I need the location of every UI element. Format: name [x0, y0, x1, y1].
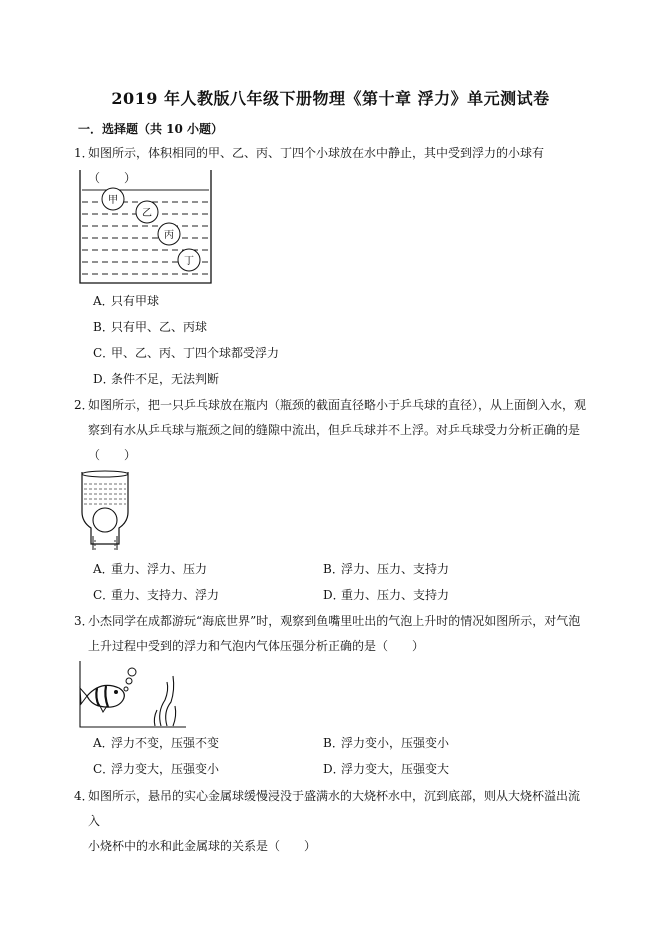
- question-3: [74, 609, 586, 659]
- question-text-line: 如图所示，悬吊的实心金属球缓慢浸没于盛满水的大烧杯水中，沉到底部，则从大烧杯溢出流入: [88, 789, 581, 828]
- q1-option-d[interactable]: D．条件不足，无法判断: [93, 372, 220, 386]
- question-text-line: 如图所示，把一只乒乓球放在瓶内（瓶颈的截面直径略小于乒乓球的直径），从上面倒入水，观: [88, 398, 587, 412]
- question-text-line: 上升过程中受到的浮力和气泡内气体压强分析正确的是（ ）: [88, 639, 425, 653]
- page-title: 2019 年人教版八年级下册物理《第十章 浮力》单元测试卷: [111, 89, 550, 108]
- q1-option-a[interactable]: A．只有甲球: [93, 294, 160, 308]
- ball-label-jia: 甲: [108, 195, 118, 206]
- bubbles: [124, 668, 136, 691]
- question-number: 3．: [74, 614, 94, 628]
- question-number: 4．: [74, 789, 94, 803]
- question-text-line: （ ）: [88, 448, 137, 462]
- ball-label-ding: 丁: [184, 256, 194, 267]
- figure-bottle-pingpong: [79, 470, 131, 556]
- q3-option-b[interactable]: B．浮力变小，压强变小: [323, 736, 450, 750]
- water-lines: [84, 484, 126, 504]
- seaweed: [154, 676, 175, 726]
- question-number: 1．: [74, 146, 94, 160]
- question-text-line: 小杰同学在成都游玩“海底世界”时，观察到鱼嘴里吐出的气泡上升时的情况如图所示，对气泡: [88, 614, 581, 628]
- question-4: [74, 784, 586, 859]
- question-text-line: 察到有水从乒乓球与瓶颈之间的缝隙中流出，但乒乓球并不上浮。对乒乓球受力分析正确的是: [88, 423, 581, 437]
- q2-option-b[interactable]: B．浮力、压力、支持力: [323, 562, 450, 576]
- q2-option-c[interactable]: C．重力、支持力、浮力: [93, 588, 220, 602]
- q3-option-a[interactable]: A．浮力不变，压强不变: [93, 736, 220, 750]
- fish: [80, 685, 124, 712]
- q1-option-c[interactable]: C．甲、乙、丙、丁四个球都受浮力: [93, 346, 280, 360]
- question-2: [74, 393, 587, 468]
- q3-option-c[interactable]: C．浮力变大，压强变小: [93, 762, 220, 776]
- ball-label-bing: 丙: [164, 230, 174, 241]
- section-heading: 一．选择题（共 10 小题）: [78, 122, 224, 136]
- question-text-line: 小烧杯中的水和此金属球的关系是（ ）: [88, 839, 317, 853]
- question-number: 2．: [74, 398, 94, 412]
- q1-option-b[interactable]: B．只有甲、乙、丙球: [93, 320, 208, 334]
- ball-label-yi: 乙: [142, 208, 152, 219]
- question-text: 如图所示，体积相同的甲、乙、丙、丁四个小球放在水中静止，其中受到浮力的小球有（ ）: [88, 146, 545, 185]
- figure-fish-bubbles: [79, 660, 187, 728]
- pingpong-ball: [93, 508, 117, 532]
- q2-option-d[interactable]: D．重力、压力、支持力: [323, 588, 450, 602]
- q2-option-a[interactable]: A．重力、浮力、压力: [93, 562, 208, 576]
- figure-balls-in-water: [79, 168, 213, 284]
- q3-option-d[interactable]: D．浮力变大，压强变大: [323, 762, 450, 776]
